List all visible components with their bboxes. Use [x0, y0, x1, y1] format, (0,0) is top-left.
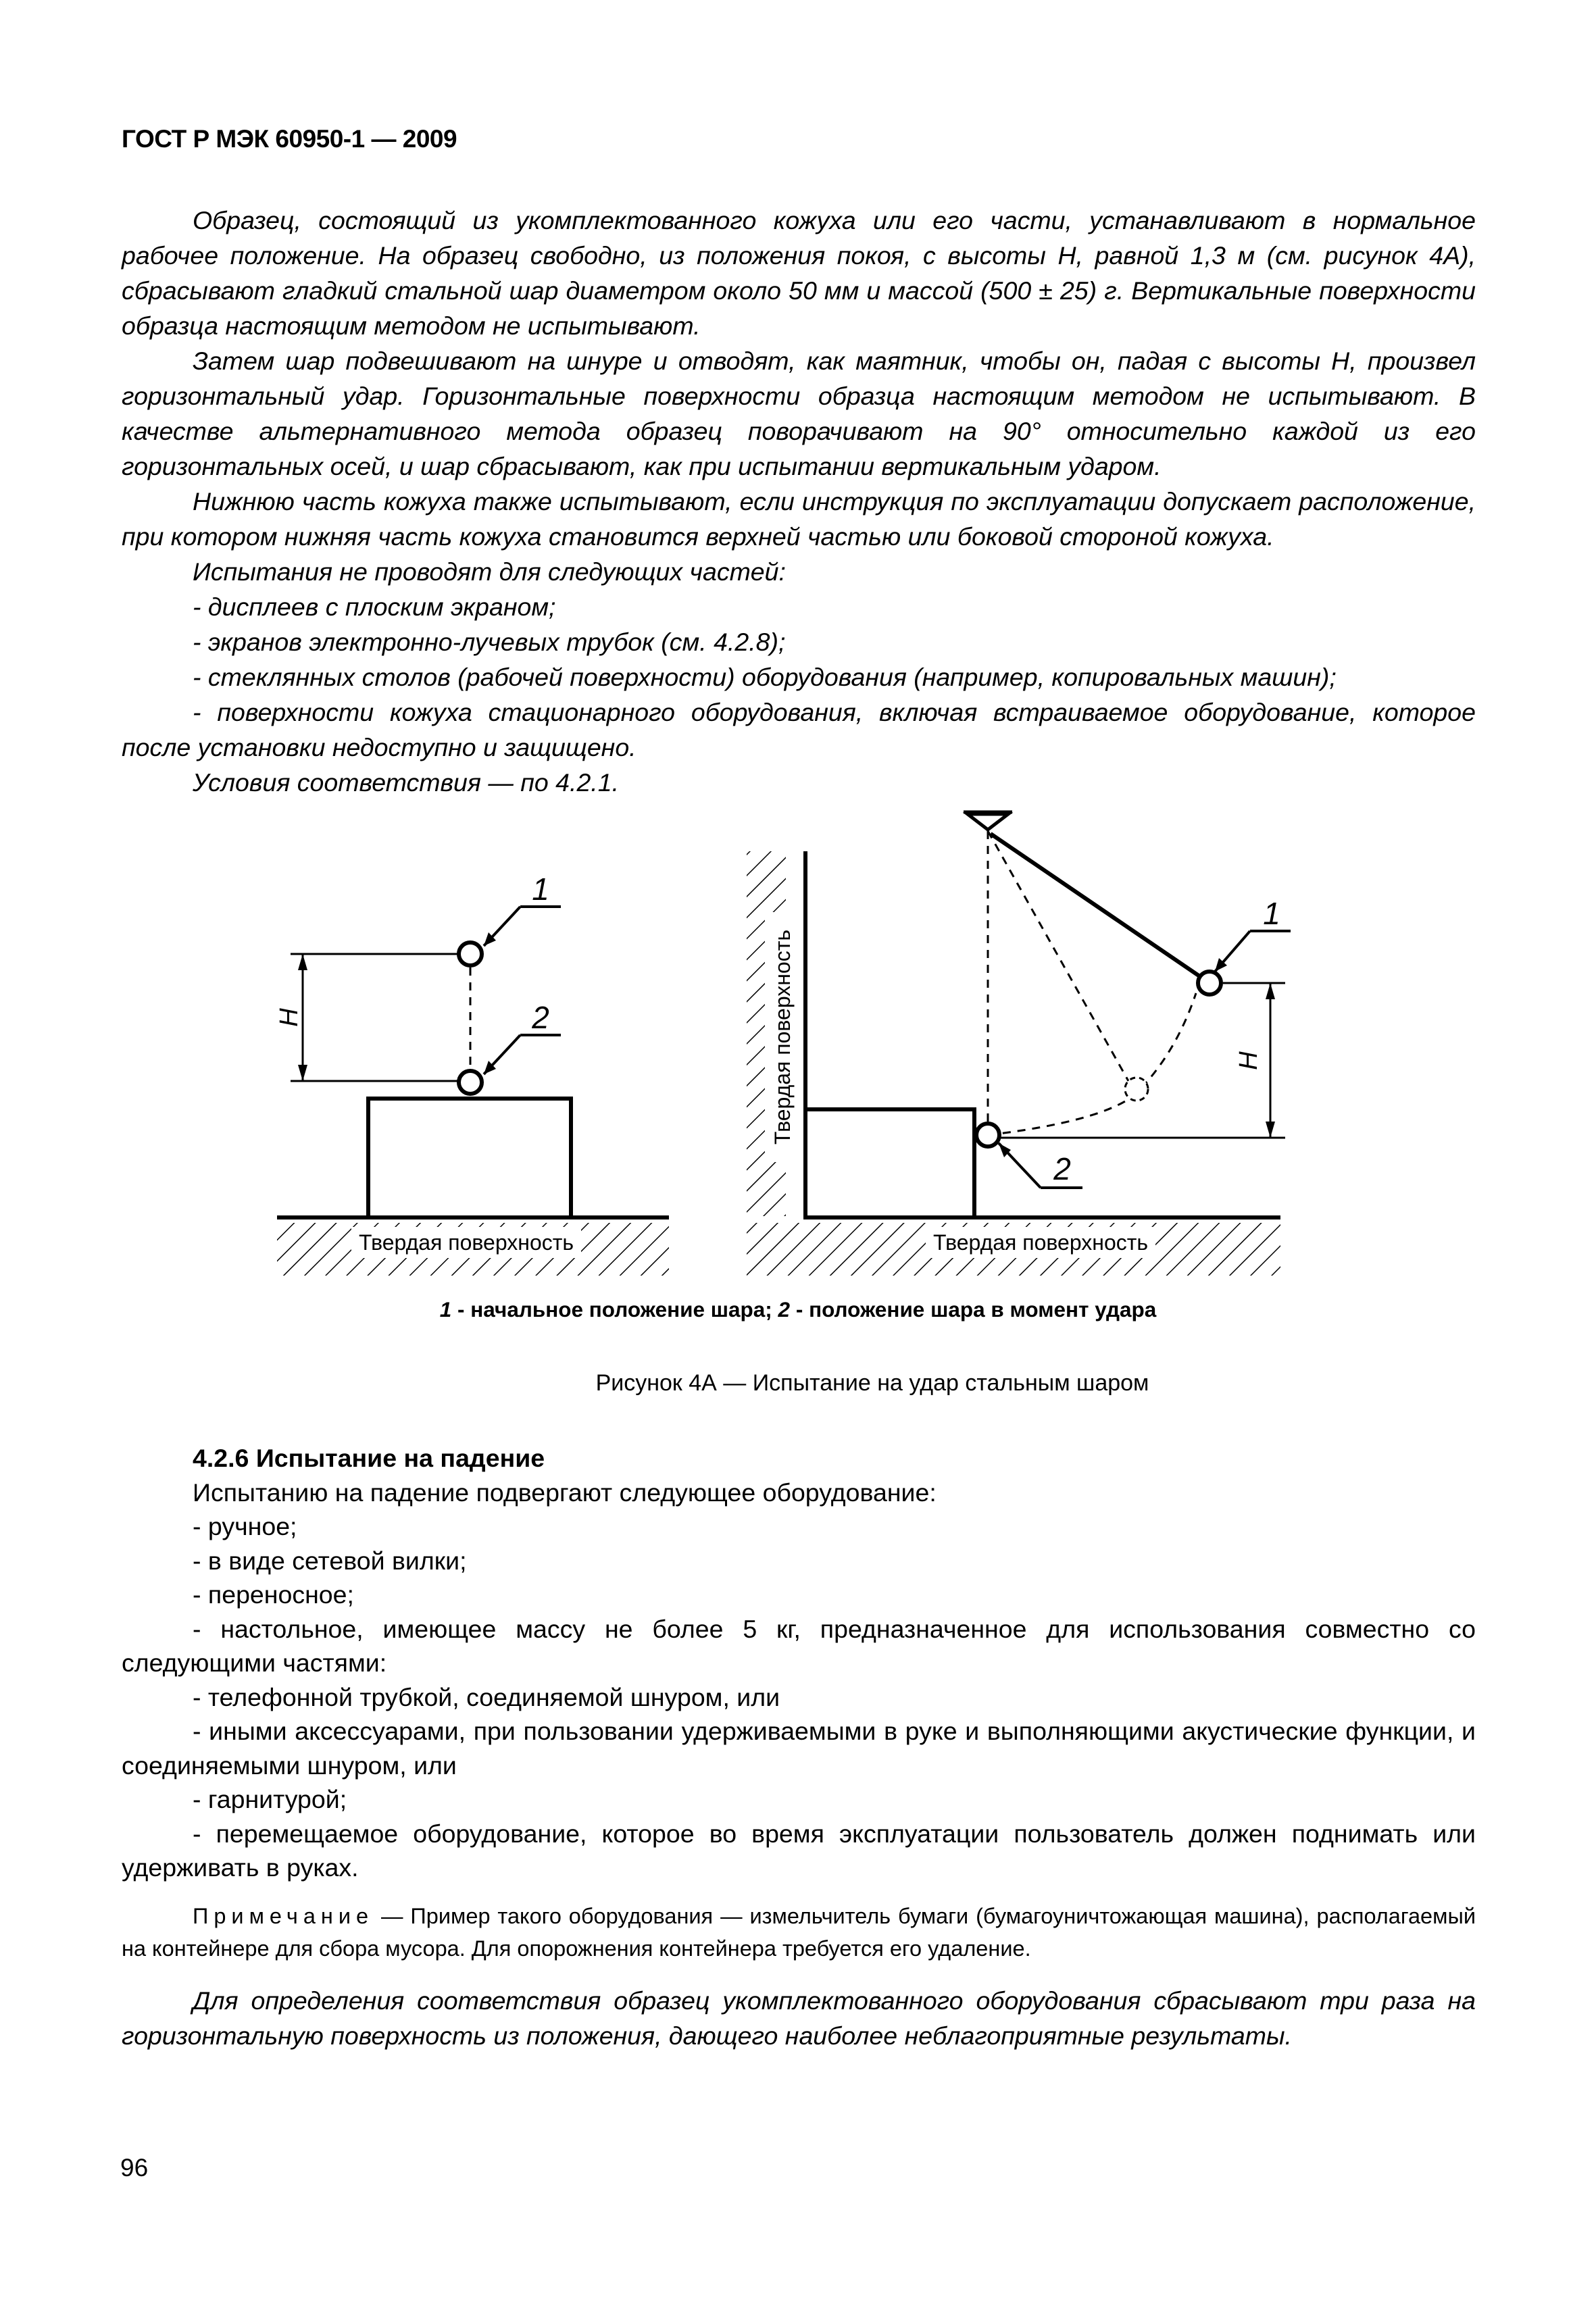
list-item: - гарнитурой; — [193, 1785, 347, 1813]
pendulum-mid — [988, 831, 1128, 1081]
note-text: — Пример такого оборудования — измельчитель бумаги (бумагоуничтожающая машина), располагаемый на контейнере для сбора мусора. Для опорожнения контейнера требуется его удаление. — [122, 1904, 1476, 1961]
arrow-head-up — [298, 954, 307, 970]
top-text-block — [122, 203, 1476, 800]
figure-caption: Рисунок 4А — Испытание на удар стальным шаром — [595, 1370, 1149, 1396]
sample-box-right — [805, 1109, 974, 1217]
paragraph: Испытания не проводят для следующих частей: — [193, 557, 786, 586]
ball-impact-right — [976, 1124, 999, 1147]
note-label: Примечание — [193, 1904, 374, 1928]
list-item: - перемещаемое оборудование, которое во время эксплуатации пользователь должен поднимать или удерживать в руках. — [122, 1819, 1476, 1882]
list-item: - дисплеев с плоским экраном; — [193, 593, 556, 621]
ball-initial — [459, 942, 482, 965]
arrow-head-up-right — [1266, 983, 1275, 999]
h-label-right: H — [1235, 1051, 1263, 1070]
ball-mid-swing — [1125, 1078, 1148, 1101]
paragraph: Испытанию на падение подвергают следующее оборудование: — [193, 1478, 937, 1507]
paragraph: Образец, состоящий из укомплектованного кожуха или его части, устанавливают в нормальное рабочее положение. На образец свободно, из положения покоя, с высоты Н, равной 1,3 м (см. рисунок 4А), сбрасывают гладкий стальной шар диаметром около 50 мм и массой (500 ± 25) г. Вертикальные поверхности образца настоящим методом не испытывают. — [122, 206, 1476, 340]
label-1: 1 — [532, 872, 549, 907]
h-label: H — [275, 1008, 303, 1027]
legend-2-num: 2 — [778, 1297, 791, 1322]
label-2: 2 — [532, 1000, 549, 1035]
ball-impact — [459, 1071, 482, 1094]
list-item: - ручное; — [193, 1512, 297, 1540]
paragraph: Затем шар подвешивают на шнуре и отводят, как маятник, чтобы он, падая с высоты Н, произвел горизонтальный удар. Горизонтальные поверхности образца настоящим методом не испытывают. В качестве альтернативного метода образец поворачивают на 90° относительно каждой из его горизонтальных осей, и шар сбрасывают, как при испытании вертикальным ударом. — [122, 347, 1476, 480]
label-1-right: 1 — [1263, 896, 1280, 931]
list-item: - в виде сетевой вилки; — [193, 1546, 467, 1575]
conclusion-block — [122, 1983, 1476, 2053]
paragraph: Нижнюю часть кожуха также испытывают, если инструкция по эксплуатации допускает расположение, при котором нижняя часть кожуха становится верхней частью или боковой стороной кожуха. — [122, 487, 1476, 551]
paragraph: Условия соответствия — по 4.2.1. — [193, 768, 619, 797]
ball-initial-right — [1198, 972, 1221, 995]
conclusion-paragraph: Для определения соответствия образец укомплектованного оборудования сбрасывают три раза на горизонтальную поверхность из положения, дающего наиболее неблагоприятные результаты. — [122, 1986, 1476, 2050]
pivot-icon — [968, 814, 1008, 830]
list-item: - настольное, имеющее массу не более 5 кг, предназначенное для использования совместно со следующими частями: — [122, 1614, 1476, 1677]
legend-1-text: - начальное положение шара; — [451, 1297, 778, 1322]
section-heading: 4.2.6 Испытание на падение — [193, 1444, 545, 1472]
page-number: 96 — [120, 2154, 149, 2182]
label-2-right: 2 — [1053, 1151, 1071, 1186]
note-block — [122, 1900, 1476, 1965]
legend-2-text: - положение шара в момент удара — [790, 1297, 1157, 1322]
figure-legend — [0, 1297, 1596, 1322]
figure-4a-diagram — [257, 797, 1311, 1311]
hard-surface-label-right: Твердая поверхность — [932, 1230, 1149, 1255]
arrow-head-down-right — [1266, 1122, 1275, 1138]
legend-1-num: 1 — [439, 1297, 452, 1322]
list-item: - иными аксессуарами, при пользовании удерживаемыми в руке и выполняющими акустические функции, и соединяемыми шнуром, или — [122, 1717, 1476, 1780]
list-item: - поверхности кожуха стационарного оборудования, включая встраиваемое оборудование, которое после установки недоступно и защищено. — [122, 698, 1476, 761]
wall-hard-surface-label: Твердая поверхность — [770, 929, 795, 1145]
list-item: - стеклянных столов (рабочей поверхности) оборудования (например, копировальных машин); — [193, 663, 1337, 691]
document-header: ГОСТ Р МЭК 60950-1 — 2009 — [122, 125, 457, 153]
section-block — [122, 1441, 1476, 1885]
arrow-head-down — [298, 1065, 307, 1081]
list-item: - телефонной трубкой, соединяемой шнуром, или — [193, 1682, 780, 1711]
vertical-drop-diagram — [275, 872, 669, 1276]
sample-box — [368, 1099, 571, 1217]
list-item: - переносное; — [193, 1580, 354, 1609]
list-item: - экранов электронно-лучевых трубок (см. 4.2.8); — [193, 628, 786, 656]
pendulum-cord — [991, 834, 1199, 976]
pendulum-diagram — [747, 812, 1291, 1276]
note-paragraph — [122, 1900, 1476, 1965]
hard-surface-label: Твердая поверхность — [358, 1230, 574, 1255]
